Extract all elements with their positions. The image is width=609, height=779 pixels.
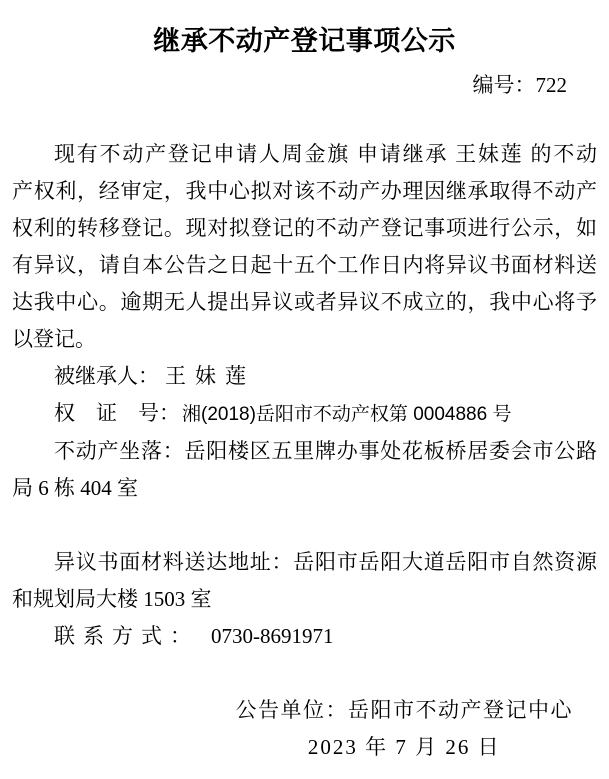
contact-label: 联系方式： xyxy=(54,624,199,648)
contact-value: 0730-8691971 xyxy=(211,624,334,648)
body-paragraph-line: 有异议，请自本公告之日起十五个工作日内将异议书面材料送 xyxy=(12,253,597,277)
property-location-field xyxy=(12,433,597,507)
body-paragraph-line: 产权利，经审定，我中心拟对该不动产办理因继承取得不动产 xyxy=(12,179,597,203)
document-title: 继承不动产登记事项公示 xyxy=(153,26,456,56)
property-location-line: 局 6 栋 404 室 xyxy=(12,476,138,500)
body-paragraph-line: 以登记。 xyxy=(12,327,96,351)
body-paragraph-line: 现有不动产登记申请人周金旗 申请继承 王妹莲 的不动 xyxy=(54,142,597,166)
objection-address-line: 异议书面材料送达地址：岳阳市岳阳大道岳阳市自然资源 xyxy=(54,550,597,574)
body-paragraph-line: 达我中心。逾期无人提出异议或者异议不成立的，我中心将予 xyxy=(12,290,597,314)
certificate-field xyxy=(12,395,597,433)
decedent-value: 王妹莲 xyxy=(165,364,255,388)
decedent-label: 被继承人： xyxy=(54,364,159,388)
issue-date: 2023 年 7 月 26 日 xyxy=(307,735,501,759)
body-paragraph xyxy=(12,136,597,358)
body-paragraph-line: 权利的转移登记。现对拟登记的不动产登记事项进行公示，如 xyxy=(12,216,597,240)
footer xyxy=(12,692,597,766)
certificate-value: 湘(2018)岳阳市不动产权第 0004886 号 xyxy=(182,404,512,425)
contact-field xyxy=(12,618,597,655)
property-location-line: 不动产坐落：岳阳楼区五里牌办事处花板桥居委会市公路 xyxy=(54,439,597,463)
footer-block xyxy=(236,692,574,766)
certificate-label: 权 证 号： xyxy=(54,401,180,425)
objection-address-line: 和规划局大楼 1503 室 xyxy=(12,587,212,611)
issuing-authority: 公告单位：岳阳市不动产登记中心 xyxy=(235,698,573,722)
decedent-field xyxy=(12,358,597,395)
objection-address-field xyxy=(12,544,597,618)
document-number: 编号：722 xyxy=(472,73,567,97)
